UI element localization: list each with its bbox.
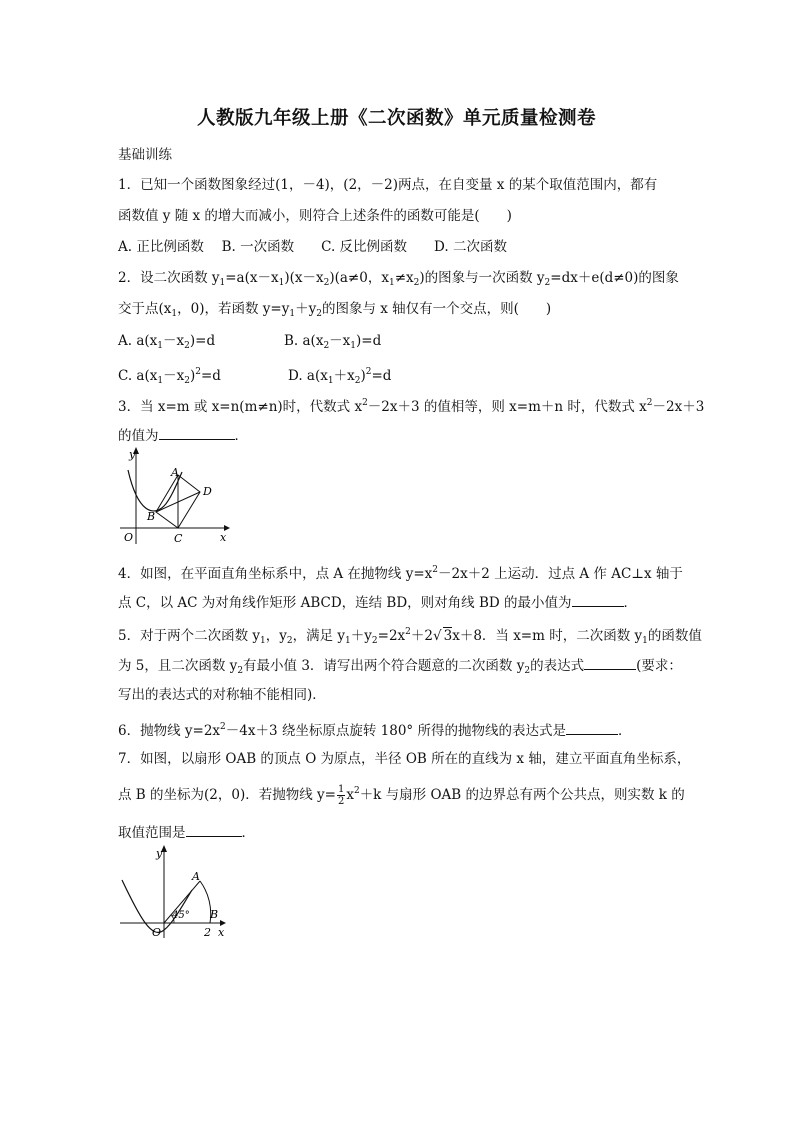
question-7-line-3: 取值范围是 ． [118,822,678,842]
option-c: C. $a(x_1-x_2)^2=d$ [118,367,221,386]
answer-blank [572,592,624,607]
x-label: x [220,531,227,544]
point-c-label: C [174,532,183,545]
question-5-line-2: 为 5，且二次函数 $y_2$有最小值 3．请写出两个符合题意的二次函数 $y_2$的表达式 (要求： [118,655,678,680]
answer-blank [159,425,235,440]
point-a-label: A [171,466,179,479]
answer-blank [566,720,618,735]
question-3-line-1: 3．当 x=m 或 x=n(m≠n)时，代数式 $x^2-2x+3$ 的值相等，则 x=m＋n 时，代数式 $x^2-2x+3$ [118,398,705,415]
answer-blank [186,822,242,837]
point-b-label: B [210,908,219,921]
fraction-one-half: $\frac{1}{2}$ [337,784,345,807]
point-b-label: B [147,510,156,523]
origin-label: O [124,531,134,544]
y-label: y [156,847,163,860]
question-4-line-1: 4．如图，在平面直角坐标系中，点 A 在抛物线 $y=x^2-2x+2$ 上运动．过点 A 作 AC⊥x 轴于 [118,565,683,582]
page-title: 人教版九年级上册《二次函数》单元质量检测卷 [196,108,596,129]
question-3-line-2: 的值为 ． [118,425,678,445]
point-d-label: D [203,485,212,498]
point-a-label: A [192,870,200,883]
question-7-line-1: 7．如图，以扇形 OAB 的顶点 O 为原点，半径 OB 所在的直线为 x 轴，建立平面直角坐标系， [118,751,691,767]
section-heading: 基础训练 [118,147,172,163]
option-a: A. $a(x_1-x_2)=d$ [118,333,216,351]
question-2-line-2: 交于点($x_1$，0)，若函数 $y=y_1+y_2$的图象与 x 轴仅有一个交点，则( ) [118,301,552,319]
question-1-line-2: 函数值 y 随 x 的增大而减小，则符合上述条件的函数可能是( ) [118,208,512,224]
question-1-options: A. 正比例函数 B. 一次函数 C. 反比例函数 D. 二次函数 [118,239,507,255]
question-7-line-2: 点 B 的坐标为(2，0)．若抛物线 y= $\frac{1}{2}$ $x^2+k$ 与扇形 OAB 的边界总有两个公共点，则实数 k 的 [118,784,685,807]
y-label: y [129,448,136,461]
question-6-line-1: 6．抛物线 $y=2x^2-4x+3$ 绕坐标原点旋转 180° 所得的抛物线的表达式是 ． [118,722,632,739]
figure-2-sector-parabola [116,840,236,940]
x-label: x [218,926,225,939]
origin-label: O [152,926,162,939]
question-4-line-2: 点 C，以 AC 为对角线作矩形 ABCD，连结 BD，则对角线 BD 的最小值为 ． [118,592,678,612]
question-5-line-1: 5．对于两个二次函数 $y_1$，$y_2$，满足 $y_1+y_2=2x^2+2√$ 3x＋8．当 x=m 时，二次函数 $y_1$的函数值 [118,627,702,646]
option-d: D. $a(x_1+x_2)^2=d$ [288,367,392,386]
answer-blank [584,655,636,670]
question-2-options-ab [118,332,678,355]
option-b: B. $a(x_2-x_1)=d$ [284,333,382,351]
parabola-curve [122,880,192,932]
figure-1-parabola-rectangle [116,444,236,548]
question-1-line-1: 1．已知一个函数图象经过(1，－4)，(2，－2)两点，在自变量 x 的某个取值范围内，都有 [118,177,658,193]
question-2-line-1: 2．设二次函数 $y_1=a(x-x_1)(x-x_2)(a\ne 0$，$x_1\ne x_2$)的图象与一次函数 $y_2=dx+e(d\ne 0)$的图象 [118,270,679,288]
tick-label-2: 2 [204,926,211,939]
question-5-line-3: 写出的表达式的对称轴不能相同)． [118,687,326,703]
question-2-options-cd [118,363,678,390]
angle-label: 45° [172,910,190,921]
